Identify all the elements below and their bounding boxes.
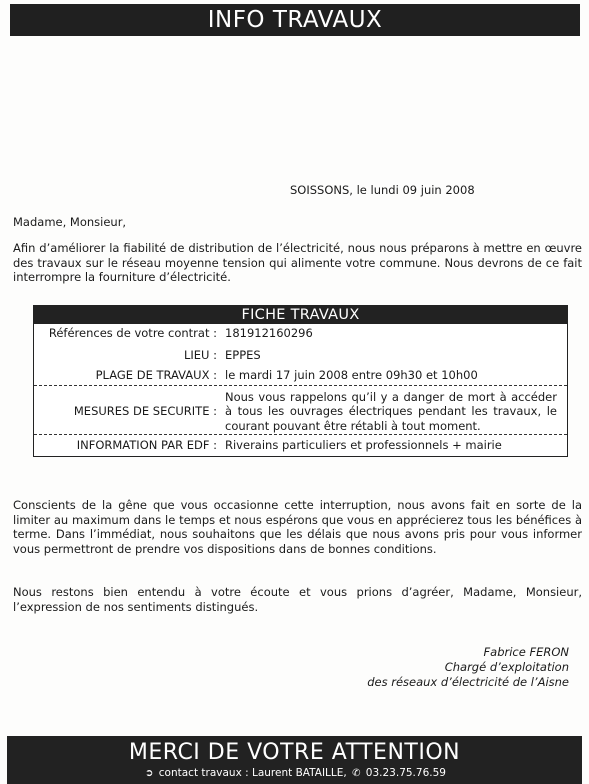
fiche-row-securite [34,386,567,435]
fiche-value: le mardi 17 juin 2008 entre 09h30 et 10h00 [225,367,478,382]
fiche-value: EPPES [225,347,261,362]
fiche-travaux-box [33,305,568,457]
header-title: INFO TRAVAUX [207,7,383,33]
fiche-row-lieu [34,345,567,365]
fiche-row-plage [34,365,567,386]
arrow-circle-icon: ➲ [145,768,154,779]
signature-name: Fabrice FERON [483,645,569,659]
intro-paragraph: Afin d’améliorer la fiabilité de distribution de l’électricité, nous nous préparons à mettre en œuvre des travaux sur le réseau moyenne tension qui alimente votre commune. Nous devrons de ce fait interrompre la fourniture d’électricité. [13,241,582,284]
fiche-label: MESURES DE SECURITE : [73,404,217,419]
contact-text: contact travaux : Laurent BATAILLE, [158,767,347,779]
header-banner [10,4,580,36]
fiche-label: Références de votre contrat : [48,326,217,340]
dateline: SOISSONS, le lundi 09 juin 2008 [290,183,475,197]
closing-paragraph: Nous restons bien entendu à votre écoute et vous prions d’agréer, Madame, Monsieur, l’expression de nos sentiments distingués. [13,585,582,614]
fiche-value: Nous vous rappelons qu’il y a danger de mort à accéder à tous les ouvrages électriques pendant les travaux, le courant pouvant être rétabli à tout moment. [225,389,557,433]
fiche-title: FICHE TRAVAUX [34,306,567,324]
fiche-value: Riverains particuliers et professionnels + mairie [225,438,502,453]
fiche-row-contract [34,324,567,345]
fiche-row-information [34,435,567,456]
signature-block [367,645,569,690]
footer-title: MERCI DE VOTRE ATTENTION [128,740,461,765]
signature-role: Chargé d’exploitation [444,660,569,674]
footer-banner [7,736,582,784]
fiche-label: INFORMATION PAR EDF : [76,438,217,453]
fiche-value: 181912160296 [225,326,313,340]
footer-contact [7,767,582,779]
fiche-label: PLAGE DE TRAVAUX : [95,367,217,382]
contact-phone: 03.23.75.76.59 [365,767,446,779]
phone-icon: ✆ [352,768,361,779]
signature-org: des réseaux d’électricité de l’Aisne [367,675,569,689]
body-paragraph: Conscients de la gêne que vous occasionne cette interruption, nous avons fait en sorte de la limiter au maximum dans le temps et nous espérons que vous en apprécierez tous les bénéfices à terme. Dans l’immédiat, nous souhaitons que les délais que nous avons pris pour vous informer vous permettront de prendre vos dispositions dans de bonnes conditions. [13,498,582,556]
fiche-label: LIEU : [183,347,217,362]
salutation: Madame, Monsieur, [13,215,127,229]
